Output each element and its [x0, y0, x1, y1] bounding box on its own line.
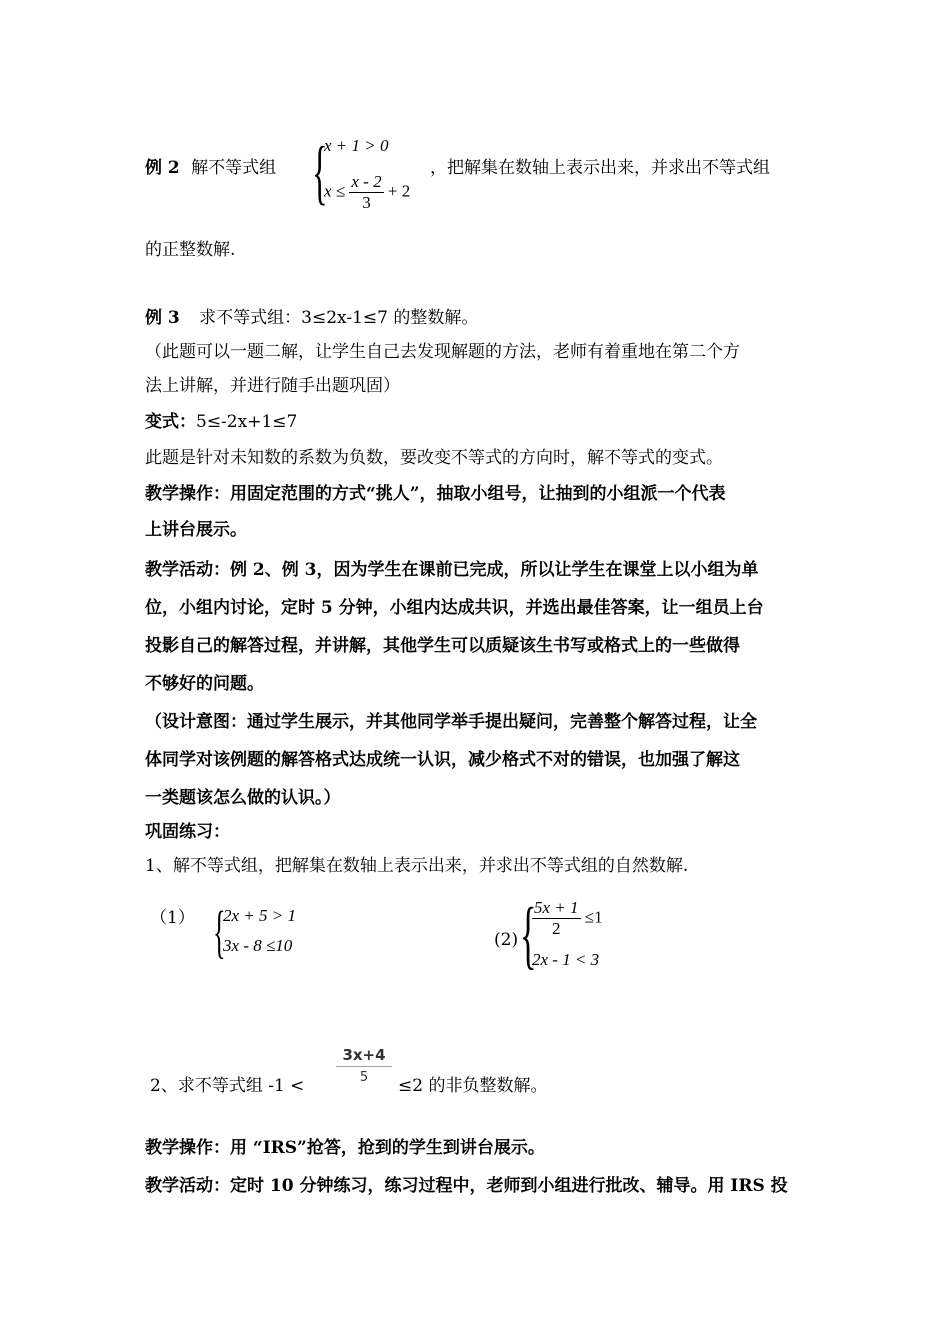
practice-question-2-lead: 2、求不等式组 -1 < [150, 1076, 305, 1096]
left-brace-icon: { [213, 899, 226, 964]
teaching-operation-1-line-2: 上讲台展示。 [145, 520, 247, 540]
teaching-activity-1-line-4: 不够好的问题。 [145, 674, 264, 694]
teaching-activity-1-line-3: 投影自己的解答过程，并讲解，其他学生可以质疑该生书写或格式上的一些做得 [145, 636, 740, 656]
ex2-inequality-2 [324, 172, 410, 213]
ex2-fraction [349, 172, 383, 213]
example-3-note-2: 法上讲解，并进行随手出题巩固） [145, 376, 400, 396]
example-2-label: 例 2 [145, 158, 180, 178]
ex2-inequality-1: x + 1 > 0 [324, 136, 389, 155]
example-2-tail: ，把解集在数轴上表示出来，并求出不等式组 [430, 158, 770, 178]
teaching-activity-2: 教学活动：定时 10 分钟练习，练习过程中，老师到小组进行批改、辅导。用 IRS 投 [145, 1176, 788, 1196]
teaching-activity-1-line-1: 教学活动：例 2、例 3，因为学生在课前已完成，所以让学生在课堂上以小组为单 [145, 560, 759, 580]
example-3-text: 求不等式组：3≤2x-1≤7 的整数解。 [199, 308, 479, 328]
practice-2-fraction [532, 898, 581, 939]
ex2-fraction-num: x - 2 [351, 172, 382, 191]
ex2-fraction-den: 3 [362, 193, 371, 212]
practice-2-label: (2) [494, 930, 519, 950]
practice-title: 巩固练习： [145, 822, 230, 842]
variant-label: 变式： [145, 412, 196, 432]
teaching-activity-1-line-2: 位，小组内讨论，定时 5 分钟，小组内达成共识，并选出最佳答案，让一组员上台 [145, 598, 764, 618]
left-brace-icon: { [520, 893, 537, 977]
practice-2-ineq-a [532, 898, 603, 939]
example-3-label: 例 3 [145, 308, 180, 328]
practice-2-fraction-den: 2 [552, 919, 561, 938]
design-intent-line-2: 体同学对该例题的解答格式达成统一认识，减少格式不对的错误，也加强了解这 [145, 750, 740, 770]
variant-line [145, 410, 297, 434]
practice-2-ineq-a-right: ≤1 [584, 907, 603, 927]
left-brace-icon: { [312, 132, 328, 212]
ex2-ineq2-left: x ≤ [324, 181, 346, 201]
variant-explain: 此题是针对未知数的系数为负数，要改变不等式的方向时，解不等式的变式。 [145, 448, 723, 468]
practice-question-1: 1、解不等式组，把解集在数轴上表示出来，并求出不等式组的自然数解. [145, 856, 689, 876]
practice-question-2-fraction [336, 1044, 392, 1089]
example-3-line [145, 306, 478, 330]
practice-1-label: （1） [150, 908, 195, 928]
practice-1-system [213, 900, 353, 970]
q2-fraction-num: 3x+4 [336, 1044, 392, 1067]
practice-2-system [520, 894, 650, 980]
design-intent-line-3: 一类题该怎么做的认识。） [145, 788, 341, 808]
ex2-ineq2-right: + 2 [387, 181, 411, 201]
variant-text: 5≤-2x+1≤7 [196, 412, 298, 432]
example-3-note-1: （此题可以一题二解，让学生自己去发现解题的方法，老师有着重地在第二个方 [145, 342, 740, 362]
practice-2-ineq-b: 2x - 1 < 3 [532, 950, 600, 969]
example-2-line [145, 156, 276, 180]
practice-1-ineq-b: 3x - 8 ≤10 [223, 936, 293, 955]
teaching-operation-2: 教学操作：用 “IRS”抢答，抢到的学生到讲台展示。 [145, 1138, 545, 1158]
practice-2-fraction-num: 5x + 1 [534, 898, 579, 917]
example-2-continuation: 的正整数解. [145, 240, 236, 260]
practice-question-2-tail: ≤2 的非负整数解。 [398, 1076, 548, 1096]
q2-fraction-den: 5 [359, 1070, 369, 1085]
teaching-operation-1-line-1: 教学操作：用固定范围的方式“挑人”，抽取小组号，让抽到的小组派一个代表 [145, 484, 726, 504]
example-2-system [312, 130, 432, 220]
example-2-lead: 解不等式组 [191, 158, 277, 178]
practice-1-ineq-a: 2x + 5 > 1 [223, 906, 296, 925]
design-intent-line-1: （设计意图：通过学生展示，并其他同学举手提出疑问，完善整个解答过程，让全 [145, 712, 757, 732]
